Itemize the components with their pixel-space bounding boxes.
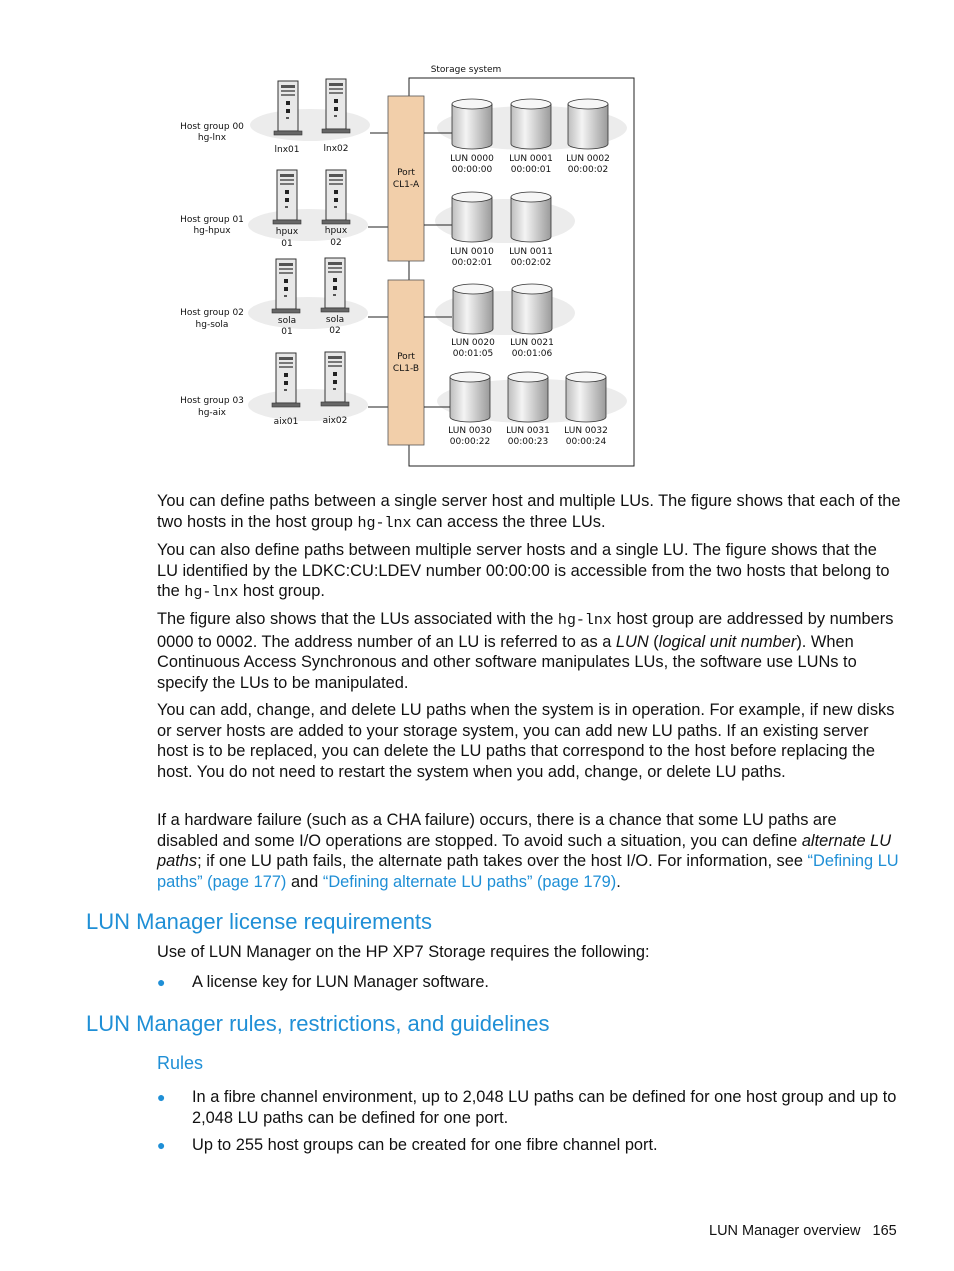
storage-system-label: Storage system: [430, 65, 502, 75]
lu-0030: [448, 372, 492, 447]
svg-text:LUN 0002: LUN 0002: [566, 154, 610, 164]
paragraph-2: You can also define paths between multiple server hosts and a single LU. The figure shows that the LU identified by the LDKC:CU:LDEV number 00:00:00 is accessible from the two hosts that belong to the hg-lnx host group.: [157, 541, 890, 602]
host-name: sola: [277, 316, 297, 326]
host-group-name: hg-sola: [195, 320, 229, 330]
host-name: sola: [325, 315, 345, 325]
lu-0001: [509, 99, 553, 175]
port-cl1-b: [388, 280, 424, 445]
svg-text:LUN 0031: LUN 0031: [506, 426, 550, 436]
svg-text:LUN 0030: LUN 0030: [448, 426, 492, 436]
svg-text:LUN 0032: LUN 0032: [564, 426, 608, 436]
link-defining-alternate-lu-paths[interactable]: “Defining alternate LU paths” (page 179): [322, 872, 617, 891]
code-hg-lnx: hg-lnx: [357, 514, 412, 532]
svg-text:00:01:05: 00:01:05: [452, 349, 494, 359]
list-item: ● In a fibre channel environment, up to 2,048 LU paths can be defined for one host group and up to 2,048 LU paths can be defined for one port.: [157, 1088, 897, 1127]
section-heading-rules: LUN Manager rules, restrictions, and guidelines: [86, 1011, 550, 1036]
server-icon: [274, 81, 302, 135]
section-heading-license: LUN Manager license requirements: [86, 909, 433, 934]
host-group-label: Host group 01: [180, 215, 244, 225]
paragraph-1: You can define paths between a single server host and multiple LUs. The figure shows that each of the two hosts in the host group hg-lnx can access the three LUs.: [157, 492, 901, 532]
svg-text:00:00:02: 00:00:02: [567, 165, 609, 175]
host-name: 01: [281, 239, 293, 249]
host-name: hpux: [275, 227, 299, 237]
svg-text:00:02:01: 00:02:01: [451, 258, 493, 268]
host-name: aix01: [273, 417, 299, 427]
bullet-icon: ●: [157, 1137, 166, 1154]
code-hg-lnx: hg-lnx: [557, 612, 612, 629]
svg-text:LUN 0010: LUN 0010: [450, 247, 494, 257]
bullet-icon: ●: [157, 1089, 166, 1105]
svg-text:00:02:02: 00:02:02: [510, 258, 552, 268]
server-icon: [321, 258, 349, 312]
footer-title: LUN Manager overview: [709, 1223, 861, 1239]
page-footer: [709, 1223, 897, 1239]
lu-0020: [451, 284, 495, 359]
svg-text:00:00:22: 00:00:22: [449, 437, 491, 447]
host-name: lnx02: [323, 144, 349, 154]
svg-text:00:01:06: 00:01:06: [511, 349, 553, 359]
lu-0032: [564, 372, 608, 447]
license-bullet-list: [157, 972, 902, 1000]
svg-text:LUN 0021: LUN 0021: [510, 338, 554, 348]
host-group-00: [180, 79, 370, 155]
host-name: hpux: [324, 226, 348, 236]
server-icon: [272, 259, 300, 313]
host-name: 02: [329, 326, 341, 336]
svg-text:Port: Port: [397, 352, 415, 362]
host-group-02: [180, 258, 368, 337]
lu-0000: [450, 99, 494, 175]
list-item: ● Up to 255 host groups can be created for one fibre channel port.: [157, 1136, 658, 1155]
svg-text:00:00:00: 00:00:00: [451, 165, 493, 175]
server-icon: [321, 352, 349, 406]
svg-text:LUN 0020: LUN 0020: [451, 338, 495, 348]
rules-bullet-list: [157, 1087, 902, 1163]
host-group-label: Host group 00: [180, 122, 244, 132]
page-number: 165: [872, 1223, 897, 1239]
host-group-label: Host group 02: [180, 308, 244, 318]
svg-text:LUN 0001: LUN 0001: [509, 154, 553, 164]
host-group-03: [180, 352, 368, 427]
lu-0021: [510, 284, 554, 359]
host-group-name: hg-aix: [197, 408, 227, 418]
list-item: ● A license key for LUN Manager software.: [157, 973, 489, 991]
host-name: 02: [330, 238, 342, 248]
host-group-name: hg-lnx: [197, 133, 227, 143]
code-hg-lnx: hg-lnx: [184, 584, 239, 602]
host-name: 01: [281, 327, 293, 337]
port-cl1-a: [388, 96, 424, 261]
host-name: aix02: [322, 416, 348, 426]
host-group-label: Host group 03: [180, 396, 244, 406]
lu-0002: [566, 99, 610, 175]
subheading-rules: Rules: [157, 1053, 204, 1073]
bullet-icon: ●: [157, 974, 166, 990]
lun-path-diagram: [160, 55, 640, 475]
svg-text:00:00:01: 00:00:01: [510, 165, 552, 175]
lu-0011: [509, 192, 553, 268]
lu-0010: [450, 192, 494, 268]
svg-text:00:00:23: 00:00:23: [507, 437, 549, 447]
paragraph-5: If a hardware failure (such as a CHA failure) occurs, there is a chance that some LU paths are disabled and some I/O operations are stopped. To avoid such a situation, you can define alternate LU paths; if one LU path fails, the alternate path takes over the host I/O. For information, see “Defining LU paths” (page 177) and “Defining alternate LU paths” (page 179).: [157, 811, 899, 891]
paragraph-4: You can add, change, and delete LU paths when the system is in operation. For example, if new disks or server hosts are added to your storage system, you can add new LU paths. If an existing server host is to be replaced, you can delete the LU paths that correspond to the host before replacing the host. You do not need to restart the system when you add, change, or delete LU paths.: [157, 701, 895, 781]
paragraph-3: The figure also shows that the LUs associated with the hg-lnx host group are addressed by numbers 0000 to 0002. The address number of an LU is referred to as a LUN (logical unit number). When Continuous Access Synchronous and other software manipulates LUs, the software use LUNs to specify the LUs to be manipulated.: [157, 610, 894, 692]
host-group-name: hg-hpux: [193, 226, 231, 236]
server-icon: [273, 170, 301, 224]
server-icon: [322, 170, 350, 224]
lu-0031: [506, 372, 550, 447]
host-name: lnx01: [274, 145, 300, 155]
link-defining-lu-paths[interactable]: “Defining LU paths” (page 177): [157, 852, 899, 891]
server-icon: [322, 79, 350, 133]
svg-text:LUN 0011: LUN 0011: [509, 247, 553, 257]
server-icon: [272, 353, 300, 407]
section1-intro: Use of LUN Manager on the HP XP7 Storage requires the following:: [157, 943, 650, 961]
svg-text:LUN 0000: LUN 0000: [450, 154, 494, 164]
svg-text:CL1-A: CL1-A: [392, 180, 420, 190]
svg-text:CL1-B: CL1-B: [392, 364, 420, 374]
svg-text:00:00:24: 00:00:24: [565, 437, 607, 447]
host-group-01: [180, 170, 368, 249]
svg-text:Port: Port: [397, 168, 415, 178]
